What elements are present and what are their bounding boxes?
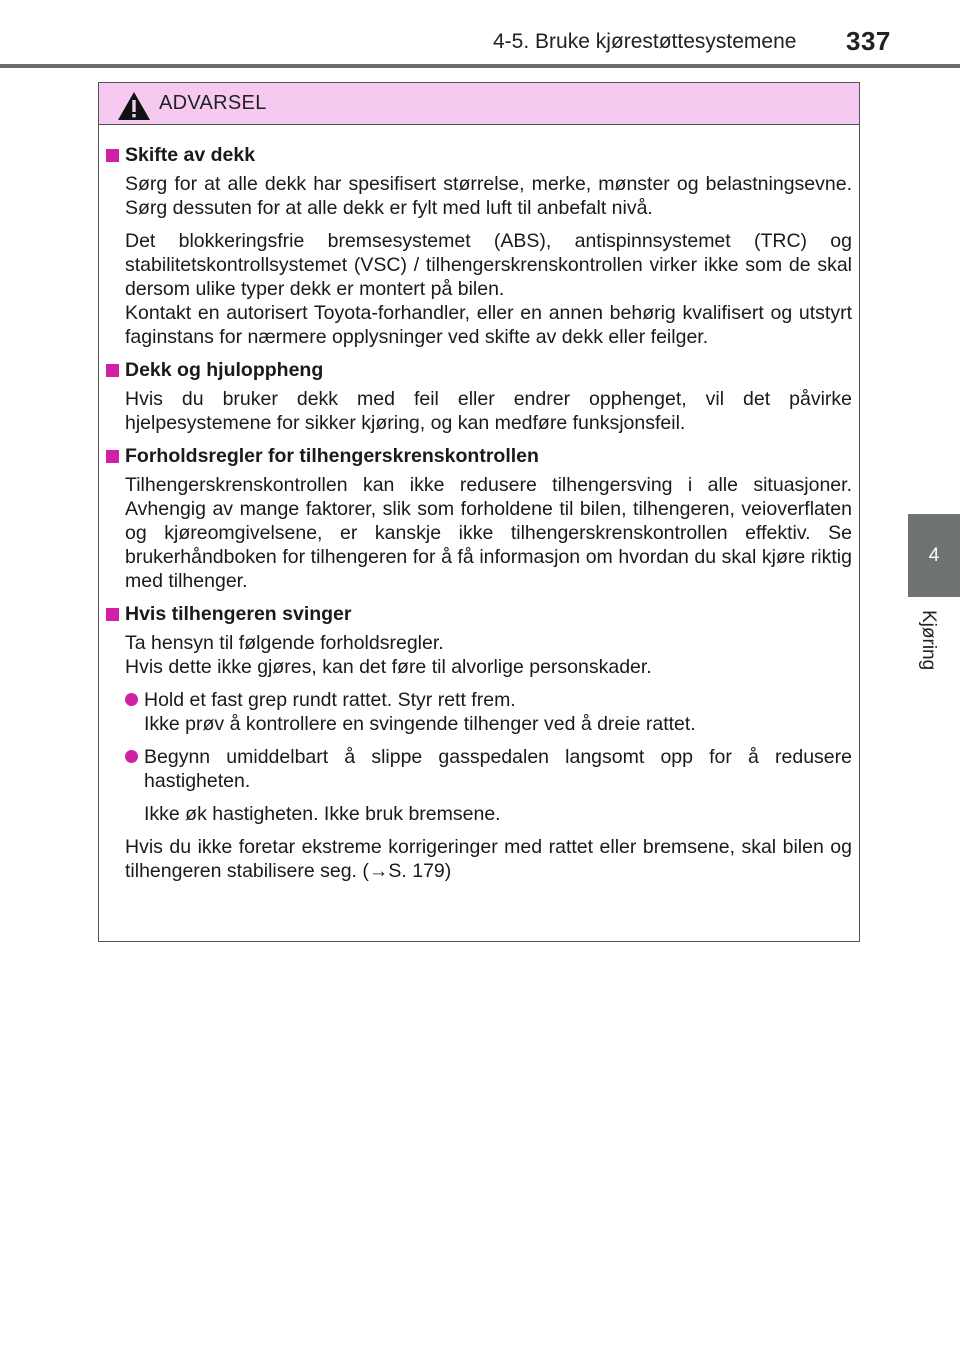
- chapter-number: 4: [928, 544, 940, 566]
- running-header-section: 4-5. Bruke kjørestøttesystemene: [493, 30, 797, 53]
- paragraph: Tilhengerskrenskontrollen kan ikke redusere tilhengersving i alle situasjoner. Avhengig av mange faktorer, slik som forholdene til bilen, tilhengeren, veioverflaten og kjøreomgivelsene, er kanskje ikke tilhengerskrenskontrollen effektiv. Se brukerhåndboken for tilhengeren for å få informasjon om hvordan du skal kjøre riktig med tilhenger.: [125, 474, 852, 592]
- square-bullet-icon: [106, 450, 119, 463]
- round-bullet-icon: [125, 693, 138, 706]
- warning-header: [99, 83, 859, 125]
- header-rule: [0, 64, 960, 68]
- bullet-item: [125, 688, 852, 736]
- warning-body: [99, 125, 859, 883]
- section-heading: [106, 143, 852, 167]
- paragraph: Ta hensyn til følgende forholdsregler.: [125, 632, 444, 654]
- paragraph: Hvis dette ikke gjøres, kan det føre til alvorlige personskader.: [125, 656, 652, 678]
- section-tires-suspension: [106, 358, 852, 435]
- square-bullet-icon: [106, 149, 119, 162]
- bullet-text: [144, 688, 852, 736]
- paragraph: Hvis du bruker dekk med feil eller endrer opphenget, vil det påvirke hjelpesystemene for sikker kjøring, og kan medføre funksjonsfeil.: [125, 388, 852, 434]
- paragraph: Kontakt en autorisert Toyota-forhandler, eller en annen behørig kvalifisert og utstyrt faginstans for nærmere opplysninger ved skifte av dekk eller feilger.: [125, 302, 852, 348]
- chapter-label: Kjøring: [918, 610, 939, 671]
- chapter-tab[interactable]: [908, 514, 960, 597]
- section-heading-text: Skifte av dekk: [125, 144, 256, 166]
- section-heading: [106, 602, 852, 626]
- page-number: 337: [846, 26, 891, 56]
- section-heading-text: Hvis tilhengeren svinger: [125, 603, 352, 625]
- bullet-line: Hold et fast grep rundt rattet. Styr rett frem.: [144, 689, 516, 711]
- section-heading-text: Forholdsregler for tilhengerskrenskontrollen: [125, 445, 539, 467]
- paragraph: Sørg for at alle dekk har spesifisert størrelse, merke, mønster og belastningsevne. Sørg dessuten for at alle dekk er fylt med luft til anbefalt nivå.: [125, 173, 852, 219]
- section-heading-text: Dekk og hjuloppheng: [125, 359, 324, 381]
- paragraph: Ikke øk hastigheten. Ikke bruk bremsene.: [144, 803, 501, 825]
- paragraph: Det blokkeringsfrie bremsesystemet (ABS), antispinnsystemet (TRC) og stabilitetskontrollsystemet (VSC) / tilhengerskrenskontrollen virker ikke som de skal dersom ulike typer dekk er montert på bilen.: [125, 230, 852, 300]
- warning-box: [98, 82, 860, 942]
- warning-triangle-icon: [117, 91, 151, 121]
- square-bullet-icon: [106, 608, 119, 621]
- section-heading: [106, 358, 852, 382]
- paragraph: Hvis du ikke foretar ekstreme korrigeringer med rattet eller bremsene, skal bilen og tilhengeren stabilisere seg. (→S. 179): [125, 836, 852, 882]
- warning-title: ADVARSEL: [159, 92, 267, 114]
- bullet-item: [125, 745, 852, 793]
- section-heading: [106, 444, 852, 468]
- square-bullet-icon: [106, 364, 119, 377]
- section-tire-change: [106, 143, 852, 349]
- section-trailer-swaying: [106, 602, 852, 883]
- bullet-line: Ikke prøv å kontrollere en svingende tilhenger ved å dreie rattet.: [144, 713, 696, 735]
- section-trailer-sway-precautions: [106, 444, 852, 593]
- round-bullet-icon: [125, 750, 138, 763]
- bullet-text: Begynn umiddelbart å slippe gasspedalen langsomt opp for å redusere hastigheten.: [144, 746, 852, 792]
